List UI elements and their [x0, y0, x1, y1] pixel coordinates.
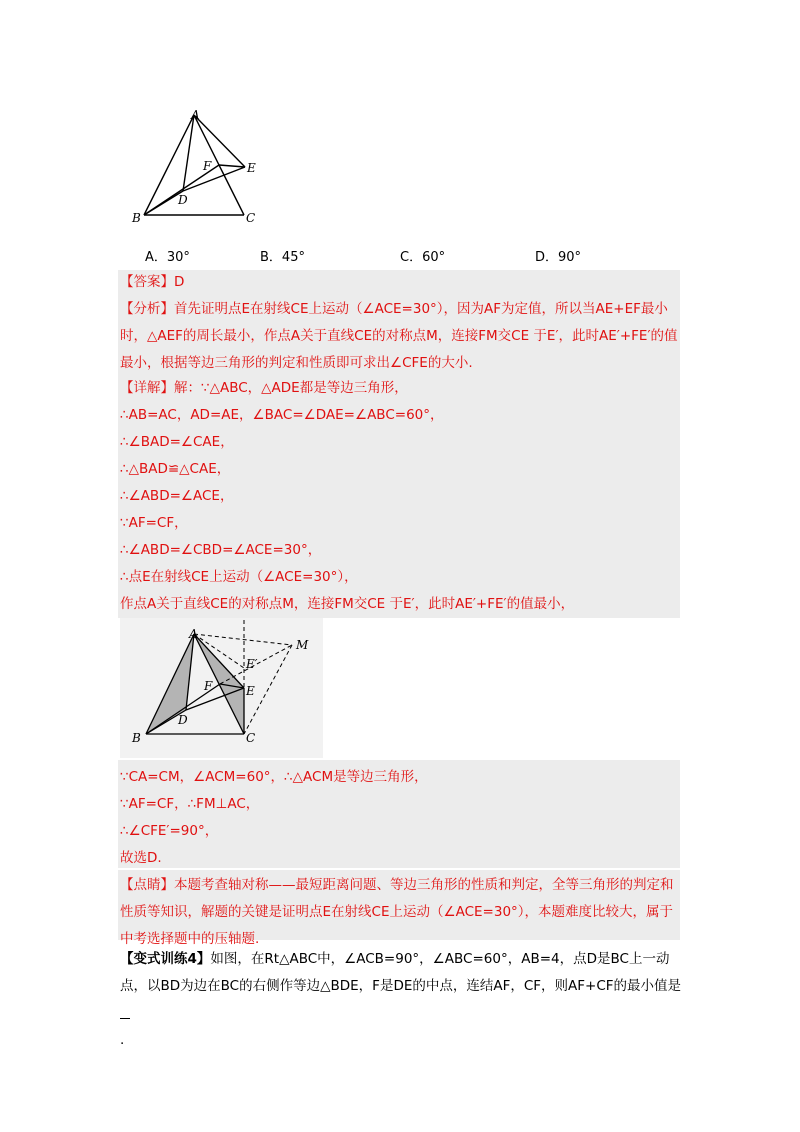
- fig2-label-m: M: [296, 638, 309, 652]
- fig2-label-d: D: [178, 713, 188, 727]
- option-b: B．45°: [260, 250, 305, 265]
- fig1-label-d: D: [178, 193, 188, 207]
- variant-tag: 【变式训练4】: [120, 951, 211, 967]
- detail-line-9: 作点A关于直线CE的对称点M，连接FM交CE 于E′，此时AE′+FE′的值最小，: [120, 596, 575, 612]
- fig2-label-a: A: [189, 627, 198, 641]
- fig2-label-c: C: [246, 731, 256, 745]
- figure-2: [120, 618, 323, 758]
- comment-text: 本题考查轴对称——最短距离问题、等边三角形的性质和判定，全等三角形的判定和性质等知识，解题的关键是证明点E在射线CE上运动（∠ACE=30°），本题难度比较大，属于中考选择题中的压轴题.: [120, 877, 674, 947]
- detail-line-6: ∵AF=CF，: [120, 515, 188, 531]
- comment-tag: 【点睛】: [120, 877, 174, 893]
- detail-line-5: ∴∠ABD=∠ACE，: [120, 488, 234, 504]
- fig1-label-e: E: [247, 161, 256, 175]
- detail-line-1-text: 解：∵△ABC，△ADE都是等边三角形，: [174, 380, 408, 396]
- detail-after-line-4: 故选D.: [120, 850, 162, 866]
- fig2-label-b: B: [132, 731, 141, 745]
- answer-blank: [120, 1004, 130, 1019]
- detail-line-3: ∴∠BAD=∠CAE，: [120, 434, 234, 450]
- answer-value: D: [174, 274, 185, 290]
- answer-tag: 【答案】: [120, 274, 174, 290]
- detail-line-8: ∴点E在射线CE上运动（∠ACE=30°），: [120, 569, 358, 585]
- analysis-text: 首先证明点E在射线CE上运动（∠ACE=30°），因为AF为定值，所以当AE+EF最小时，△AEF的周长最小，作点A关于直线CE的对称点M，连接FM交CE 于E′，此时AE′+FE′的值最小，根据等边三角形的判定和性质即可求出∠CFE的大小.: [120, 301, 678, 371]
- fig1-label-a: A: [191, 108, 200, 122]
- analysis-paragraph: [120, 296, 680, 377]
- fig2-label-f: F: [204, 679, 213, 693]
- comment-paragraph: [120, 872, 680, 953]
- fig1-label-c: C: [246, 211, 256, 225]
- variant-text: 如图，在Rt△ABC中，∠ACB=90°，∠ABC=60°，AB=4，点D是BC上一动点，以BD为边在BC的右侧作等边△BDE，F是DE的中点，连结AF，CF，则AF+CF的最小值是: [120, 951, 682, 994]
- segment-de: [183, 167, 245, 191]
- detail-line-4: ∴△BAD≌△CAE，: [120, 461, 231, 477]
- figure-1: [130, 105, 270, 225]
- detail-after-line-2: ∵AF=CF，∴FM⊥AC，: [120, 796, 260, 812]
- fig1-label-f: F: [203, 159, 212, 173]
- variant-end: .: [120, 1032, 125, 1048]
- detail-line-2: ∴AB=AC，AD=AE，∠BAC=∠DAE=∠ABC=60°，: [120, 407, 444, 423]
- fig2-label-e-prime: E′: [246, 657, 258, 671]
- detail-tag: 【详解】: [120, 380, 174, 396]
- option-d: D．90°: [535, 250, 582, 265]
- detail-after-line-3: ∴∠CFE′=90°，: [120, 823, 219, 839]
- segment-ae: [194, 115, 245, 167]
- fig1-label-b: B: [132, 211, 141, 225]
- answer-line: [120, 272, 184, 292]
- analysis-tag: 【分析】: [120, 301, 174, 317]
- option-c: C．60°: [400, 250, 446, 265]
- segment-fe: [219, 165, 245, 167]
- figure-segment: [194, 634, 292, 645]
- detail-after-line-1: ∵CA=CM，∠ACM=60°，∴△ACM是等边三角形，: [120, 769, 428, 785]
- variant-paragraph: [120, 946, 685, 1054]
- detail-line-7: ∴∠ABD=∠CBD=∠ACE=30°，: [120, 542, 322, 558]
- detail-line-1: [120, 378, 408, 398]
- option-a: A．30°: [145, 250, 190, 265]
- answer-options: [145, 246, 645, 266]
- fig2-label-e: E: [246, 684, 255, 698]
